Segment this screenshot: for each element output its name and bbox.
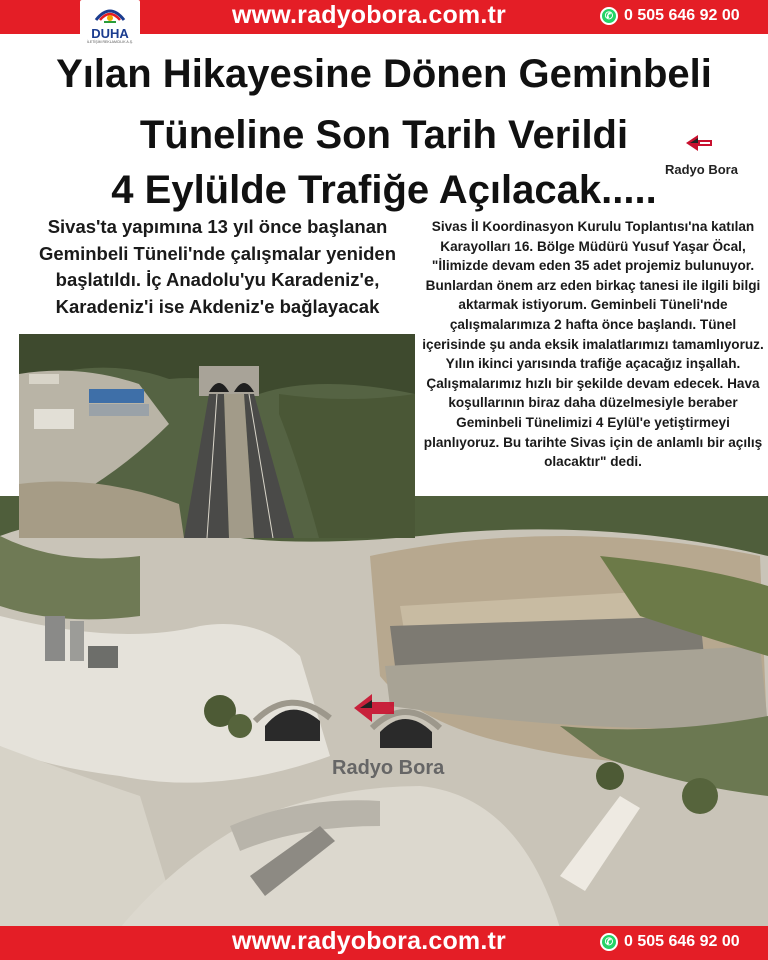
tunnel-road-aerial-photo <box>19 334 415 538</box>
tunnel-road-illustration <box>19 334 415 538</box>
footer-site-url[interactable]: www.radyobora.com.tr <box>232 927 506 955</box>
phone-number: 0 505 646 92 00 <box>624 7 740 24</box>
site-url[interactable]: www.radyobora.com.tr <box>232 1 506 29</box>
radyo-bora-label: Radyo Bora <box>665 162 738 177</box>
whatsapp-icon: ✆ <box>600 7 618 25</box>
bottom-banner <box>0 926 768 960</box>
duha-logo-mark <box>90 4 130 26</box>
phone-contact[interactable] <box>600 7 740 25</box>
article-body: Sivas İl Koordinasyon Kurulu Toplantısı'na katılan Karayolları 16. Bölge Müdürü Yusuf Yaşar Öcal, "İlimizde devam eden 35 adet projemiz bulunuyor. Bunlardan önem arz eden birkaç tanesi ile ilgili bilgi aktarmak istiyorum. Geminbeli Tüneli'nde çalışmalarımıza 2 hafta önce başlandı. Tünel içerisinde şu anda eksik imalatlarımızı tamamlıyoruz. Yılın ikinci yarısında trafiğe açacağız inşallah. Çalışmalarımız hızlı bir şekilde devam edecek. Hava koşullarının biraz daha düzelmesiyle beraber Geminbeli Tünelimizi 4 Eylül'e yetiştirmeyi planlıyoruz. Bu tarihte Sivas için de anlamlı bir açılış olacaktır" dedi. <box>422 219 764 470</box>
whatsapp-icon: ✆ <box>600 933 618 951</box>
logo-name: DUHA <box>91 26 129 41</box>
watermark-text: Radyo Bora <box>332 757 445 779</box>
duha-logo <box>80 0 140 52</box>
headline-line-2: Tüneline Son Tarih Verildi <box>139 113 629 157</box>
headline-line-1: Yılan Hikayesine Dönen Geminbeli <box>56 52 712 96</box>
article-lede: Sivas'ta yapımına 13 yıl önce başlanan Geminbeli Tüneli'nde çalışmalar yeniden başlatıldı. İç Anadolu'yu Karadeniz'e, Karadeniz'i ise Akdeniz'e bağlayacak <box>38 216 397 317</box>
footer-phone-number: 0 505 646 92 00 <box>624 933 740 950</box>
watermark-logo-icon <box>350 690 398 726</box>
logo-subtitle: İLETİŞİM REKLAMCILIK A.Ş. <box>86 40 134 44</box>
footer-phone-contact[interactable] <box>600 933 740 951</box>
headline-line-3: 4 Eylülde Trafiğe Açılacak..... <box>111 168 657 212</box>
radyo-bora-logo-icon <box>684 133 714 153</box>
